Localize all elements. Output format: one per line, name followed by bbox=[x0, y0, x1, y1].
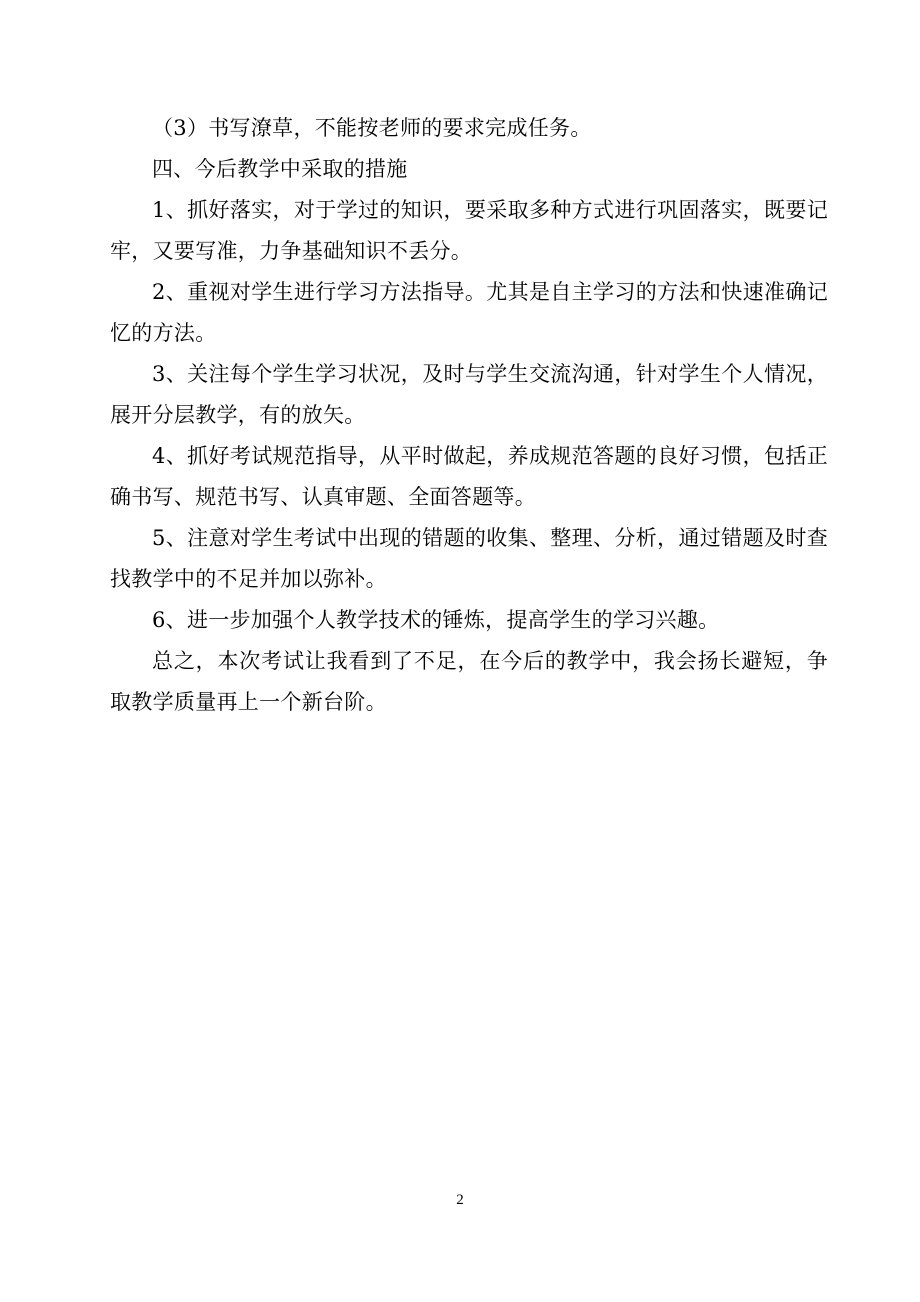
page-body bbox=[110, 108, 828, 723]
paragraph-measure-6: 6、进一步加强个人教学技术的锤炼，提高学生的学习兴趣。 bbox=[152, 608, 720, 632]
paragraph-handwriting-issue: （3）书写潦草，不能按老师的要求完成任务。 bbox=[152, 116, 592, 140]
paragraph-measure-5: 5、注意对学生考试中出现的错题的收集、整理、分析，通过错题及时查找教学中的不足并加以弥补。 bbox=[110, 526, 828, 591]
paragraph-measure-3: 3、关注每个学生学习状况，及时与学生交流沟通，针对学生个人情况，展开分层教学，有的放矢。 bbox=[110, 362, 828, 427]
paragraph-conclusion: 总之，本次考试让我看到了不足，在今后的教学中，我会扬长避短，争取教学质量再上一个新台阶。 bbox=[110, 649, 828, 714]
section-heading-measures: 四、今后教学中采取的措施 bbox=[152, 157, 408, 181]
paragraph-measure-1: 1、抓好落实，对于学过的知识，要采取多种方式进行巩固落实，既要记牢，又要写准，力争基础知识不丢分。 bbox=[110, 198, 828, 263]
paragraph-measure-4: 4、抓好考试规范指导，从平时做起，养成规范答题的良好习惯，包括正确书写、规范书写、认真审题、全面答题等。 bbox=[110, 444, 828, 509]
page-number: 2 bbox=[456, 1192, 464, 1208]
paragraph-measure-2: 2、重视对学生进行学习方法指导。尤其是自主学习的方法和快速准确记忆的方法。 bbox=[110, 280, 828, 345]
